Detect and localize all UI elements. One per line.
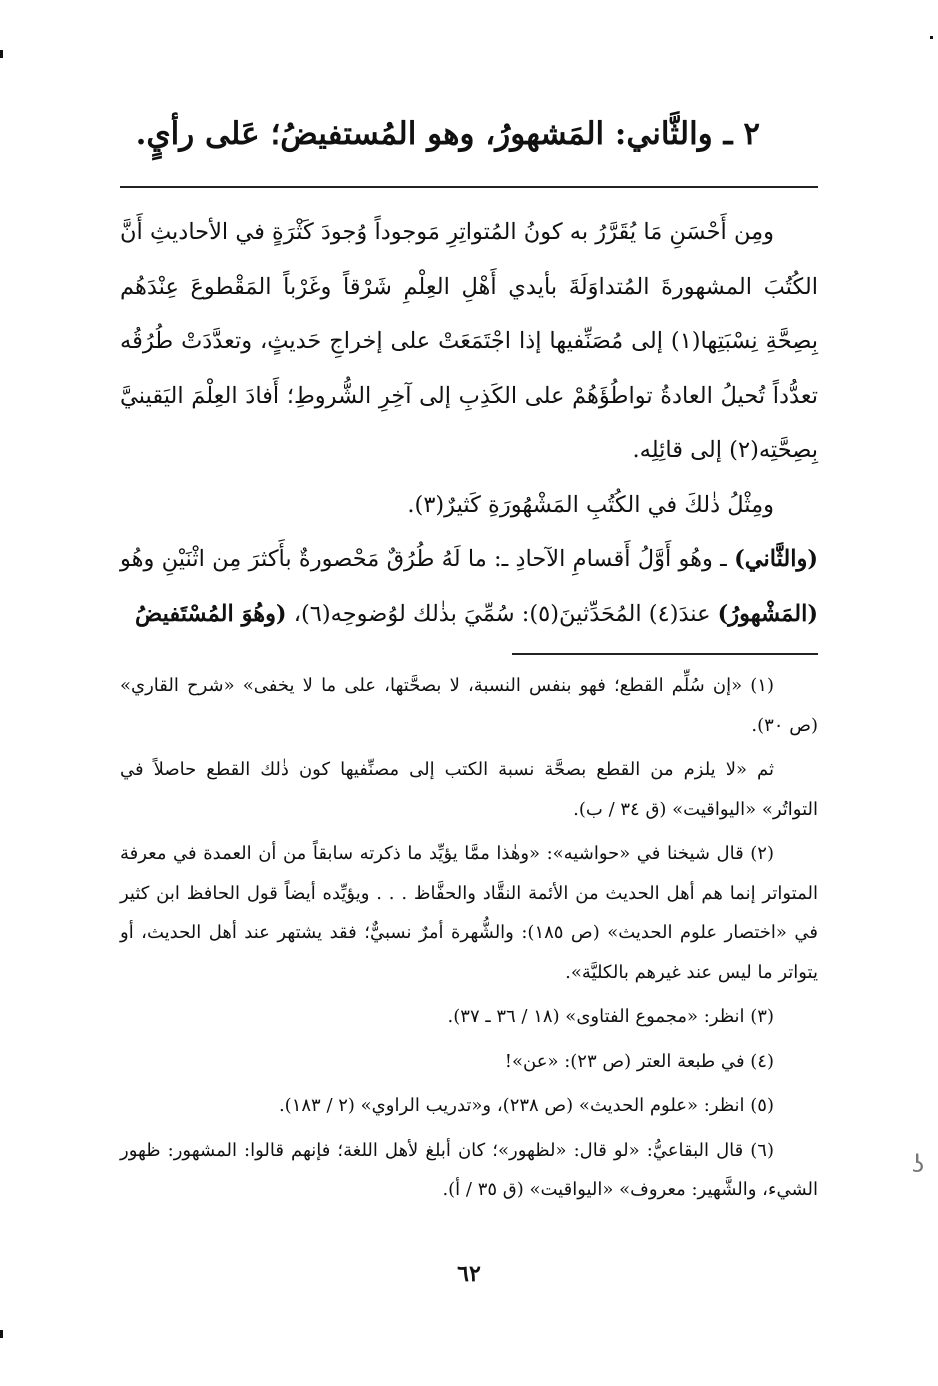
footnote-3: (٣) انظر: «مجموع الفتاوى» (١٨ / ٣٦ ـ ٣٧). — [447, 1006, 774, 1027]
footnote-1: (١) «إن سُلِّم القطع؛ فهو بنفس النسبة، لا بصحَّتها، على ما لا يخفى» «شرح القاري» (ص ٣٠). — [120, 675, 818, 736]
page-number: ٦٢ — [457, 1261, 481, 1287]
scan-speck — [0, 1330, 3, 1338]
scan-speck — [0, 50, 3, 58]
bold-term-mashhur: (المَشْهورُ) — [717, 600, 818, 627]
scan-mark: ʖ — [912, 1150, 925, 1178]
bold-term-second: (والثَّاني) — [734, 546, 818, 572]
section-heading: ٢ ـ والثَّاني: المَشهورُ، وهو المُستفيضُ؛ عَلى رأيٍ. — [135, 116, 760, 152]
paragraph-2: ومِثْلُ ذٰلكَ في الكُتُبِ المَشْهُورَةِ كَثيرٌ(٣). — [407, 491, 774, 518]
footnotes — [120, 666, 818, 1215]
paragraph-3-text-2: عندَ(٤) المُحَدِّثينَ(٥): سُمِّيَ بذٰلك لوُضوحِه(٦)، — [286, 600, 718, 627]
scan-speck — [930, 36, 933, 39]
footnote-5: (٥) انظر: «علوم الحديث» (ص ٢٣٨)، و«تدريب الراوي» (٢ / ١٨٣). — [278, 1095, 774, 1116]
heading-rule — [120, 186, 818, 188]
footnote-6: (٦) قال البقاعيُّ: «لو قال: «لظهور»؛ كان أبلغ لأهل اللغة؛ فإنهم قالوا: المشهور: ظهور الشيء، والشَّهير: معروف» «اليواقيت» (ق ٣٥ / أ). — [120, 1139, 818, 1200]
paragraph-1: ومِن أَحْسَنِ مَا يُقَرَّرُ به كونُ المُتواتِرِ مَوجوداً وُجودَ كَثْرَةٍ في الأحاديثِ أَنَّ الكُتُبَ المشهورةَ المُتداوَلَةَ بأيدي أَهْلِ العِلْمِ شَرْقاً وغَرْباً المَقْطوعَ عِنْدَهُم بِصِحَّةِ نِسْبَتِها(١) إلى مُصَنِّفيها إذا اجْتَمَعَتْ على إخراجِ حَديثٍ، وتعدَّدَتْ طُرُقُه تعدُّداً تُحيلُ العادةُ تواطُؤَهُمْ على الكَذِبِ إلى آخِرِ الشُّروطِ؛ أَفادَ العِلْمَ اليَقينيَّ بِصِحَّتِه(٢) إلى قائِلِه. — [120, 219, 818, 463]
footnote-1-continued: ثم «لا يلزم من القطع بصحَّة نسبة الكتب إلى مصنِّفيها كون ذٰلك القطع حاصلاً في التواتُر» «اليواقيت» (ق ٣٤ / ب). — [120, 759, 818, 820]
footnote-separator — [512, 653, 818, 655]
bold-term-mustafid: (وهُوَ المُسْتَفيضُ — [135, 600, 287, 627]
paragraph-3-text-1: ـ وهُو أَوَّلُ أَقسامِ الآحادِ ـ: ما لَهُ طُرُقٌ مَحْصورةٌ بأَكثرَ مِن اثْنَيْنِ وهُو — [120, 546, 735, 572]
paragraph-3 — [120, 532, 818, 641]
main-text — [120, 205, 818, 641]
footnote-2: (٢) قال شيخنا في «حواشيه»: «وهٰذا ممَّا يؤيِّد ما ذكرته سابقاً من أن العمدة في معرفة المتواتر إنما هم أهل الحديث من الأئمة النقَّاد والحفَّاظ . . . ويؤيِّده أيضاً قول الحافظ ابن كثير في «اختصار علوم الحديث» (ص ١٨٥): والشُّهرة أمرٌ نسبيٌّ؛ فقد يشتهر عند أهل الحديث، أو يتواتر ما ليس عند غيرهم بالكليَّة». — [120, 843, 818, 983]
footnote-4: (٤) في طبعة العتر (ص ٢٣): «عن»! — [504, 1050, 774, 1072]
